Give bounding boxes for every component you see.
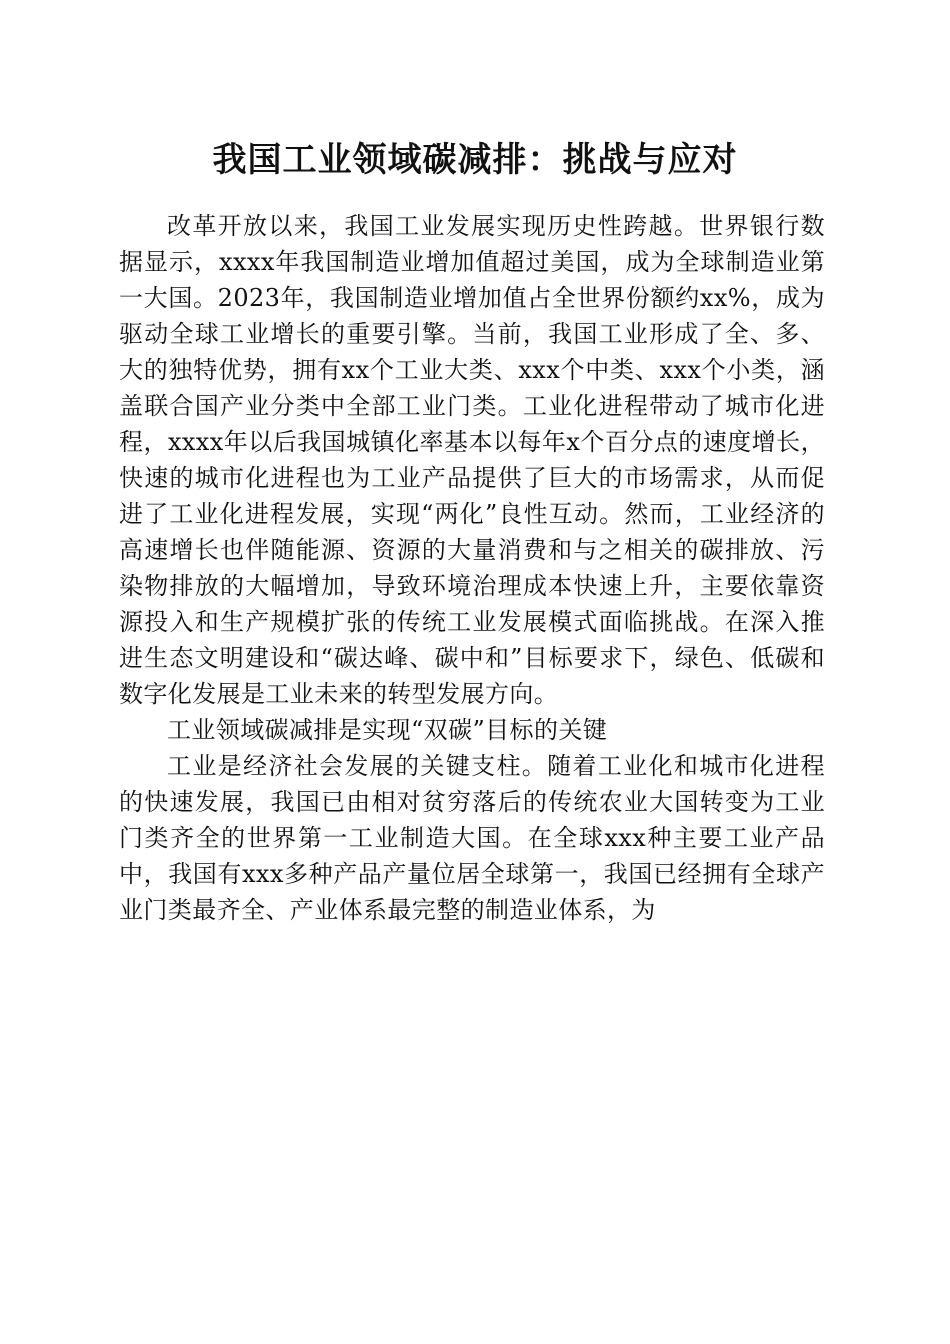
document-title: 我国工业领域碳减排：挑战与应对 (212, 140, 738, 180)
section-heading: 工业领域碳减排是实现“双碳”目标的关键 (167, 716, 608, 744)
document-body (119, 208, 825, 928)
paragraph-intro: 改革开放以来，我国工业发展实现历史性跨越。世界银行数据显示，xxxx年我国制造业增加值超过美国，成为全球制造业第一大国。2023年，我国制造业增加值占全世界份额约xx%，成为驱动全球工业增长的重要引擎。当前，我国工业形成了全、多、大的独特优势，拥有xx个工业大类、xxx个中类、xxx个小类，涵盖联合国产业分类中全部工业门类。工业化进程带动了城市化进程，xxxx年以后我国城镇化率基本以每年x个百分点的速度增长，快速的城市化进程也为工业产品提供了巨大的市场需求，从而促进了工业化进程发展，实现“两化”良性互动。然而，工业经济的高速增长也伴随能源、资源的大量消费和与之相关的碳排放、污染物排放的大幅增加，导致环境治理成本快速上升，主要依靠资源投入和生产规模扩张的传统工业发展模式面临挑战。在深入推进生态文明建设和“碳达峰、碳中和”目标要求下，绿色、低碳和数字化发展是工业未来的转型发展方向。 (119, 212, 825, 708)
paragraph-industry-pillar: 工业是经济社会发展的关键支柱。随着工业化和城市化进程的快速发展，我国已由相对贫穷落后的传统农业大国转变为工业门类齐全的世界第一工业制造大国。在全球xxx种主要工业产品中，我国有xxx多种产品产量位居全球第一，我国已经拥有全球产业门类最齐全、产业体系最完整的制造业体系，为 (119, 752, 825, 924)
